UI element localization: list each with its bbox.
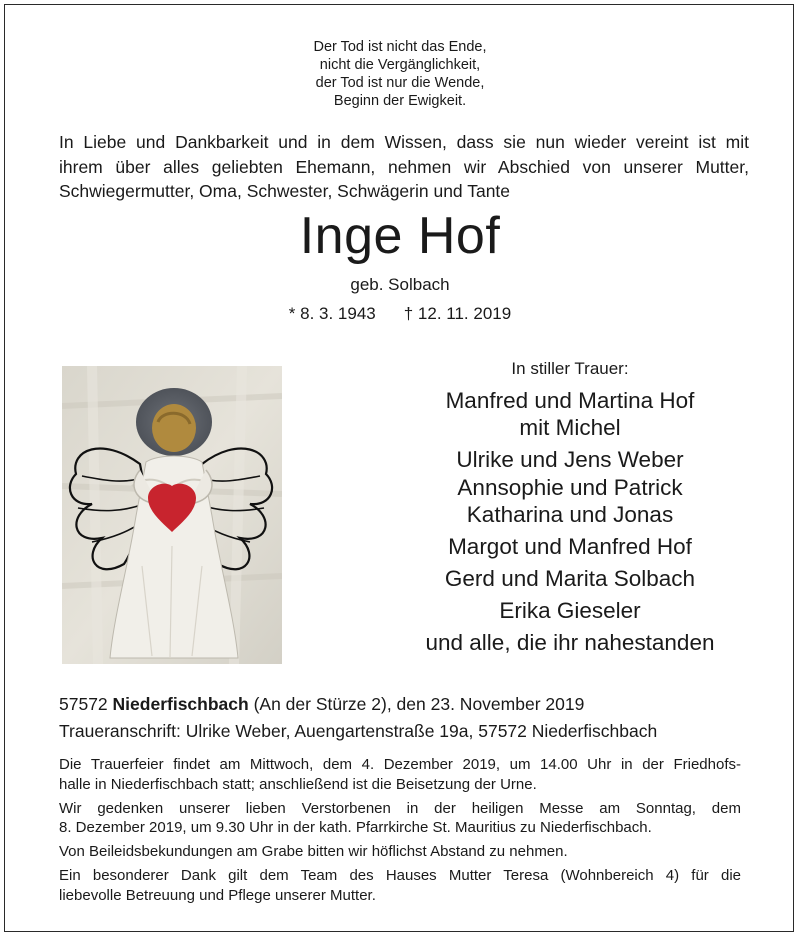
- mourner-group: [404, 387, 736, 442]
- note-line: Wir gedenken unserer lieben Verstorbenen in der heiligen Messe am Sonntag, dem: [59, 799, 741, 817]
- intro-text: [59, 130, 749, 204]
- note-paragraph: [59, 799, 741, 838]
- poem-line: der Tod ist nur die Wende,: [315, 75, 485, 91]
- note-line: Ein besonderer Dank gilt dem Team des Hauses Mutter Teresa (Wohnbereich 4) für die: [59, 867, 741, 884]
- death-date: † 12. 11. 2019: [403, 304, 512, 323]
- intro-line: ihrem über alles geliebten Ehemann, nehmen wir Abschied von unserer Mutter,: [59, 156, 749, 177]
- mourner-group: [404, 597, 736, 625]
- maiden-name: geb. Solbach: [350, 275, 450, 294]
- note-paragraph: [59, 842, 741, 862]
- poem-line: Der Tod ist nicht das Ende,: [313, 39, 487, 55]
- life-dates: [0, 302, 800, 326]
- poem-line: Beginn der Ewigkeit.: [333, 93, 467, 109]
- note-line: 8. Dezember 2019, um 9.30 Uhr in der kath. Pfarrkirche St. Mauritius zu Niederfischbach.: [59, 819, 652, 836]
- mourner-group: [404, 446, 736, 529]
- zip-code: 57572: [59, 694, 108, 714]
- mourner-line: Ulrike und Jens Weber: [456, 447, 684, 472]
- mourner-group: [404, 629, 736, 657]
- mourner-line: Katharina und Jonas: [466, 502, 674, 527]
- funeral-notes: [59, 755, 741, 910]
- mourner-line: Margot und Manfred Hof: [448, 534, 692, 559]
- deceased-name: Inge Hof: [299, 207, 501, 265]
- note-line: Von Beileidsbekundungen am Grabe bitten wir höflichst Abstand zu nehmen.: [59, 843, 568, 860]
- birth-date: * 8. 3. 1943: [288, 304, 376, 323]
- note-paragraph: [59, 866, 741, 905]
- mourner-group: [404, 565, 736, 593]
- town-name: Niederfischbach: [112, 694, 249, 714]
- mourner-line: und alle, die ihr nahestanden: [425, 630, 715, 655]
- note-paragraph: [59, 755, 741, 794]
- note-line: liebevolle Betreuung und Pflege unserer Mutter.: [59, 886, 376, 904]
- mourners-list: [404, 356, 736, 657]
- mourner-line: mit Michel: [519, 415, 621, 440]
- note-line: Die Trauerfeier findet am Mittwoch, dem 4. Dezember 2019, um 14.00 Uhr in der Friedhofs-: [59, 756, 741, 773]
- mourner-line: Manfred und Martina Hof: [445, 387, 695, 413]
- angel-painting: [62, 366, 282, 664]
- poem: [0, 38, 800, 110]
- mourner-line: Gerd und Marita Solbach: [444, 566, 696, 591]
- mourners-heading: In stiller Trauer:: [511, 359, 629, 378]
- intro-line: In Liebe und Dankbarkeit und in dem Wissen, dass sie nun wieder vereint ist mit: [59, 132, 749, 152]
- poem-line: nicht die Vergänglichkeit,: [319, 57, 481, 73]
- place-detail: (An der Stürze 2), den 23. November 2019: [253, 694, 585, 714]
- mourner-line: Erika Gieseler: [499, 598, 641, 623]
- mourner-line: Annsophie und Patrick: [457, 474, 683, 500]
- mourning-address: Traueranschrift: Ulrike Weber, Auengartenstraße 19a, 57572 Niederfischbach: [59, 721, 658, 741]
- place-and-date: [59, 691, 584, 717]
- note-line: halle in Niederfischbach statt; anschließend ist die Beisetzung der Urne.: [59, 775, 537, 793]
- intro-line: Schwiegermutter, Oma, Schwester, Schwägerin und Tante: [59, 181, 511, 201]
- mourner-group: [404, 533, 736, 561]
